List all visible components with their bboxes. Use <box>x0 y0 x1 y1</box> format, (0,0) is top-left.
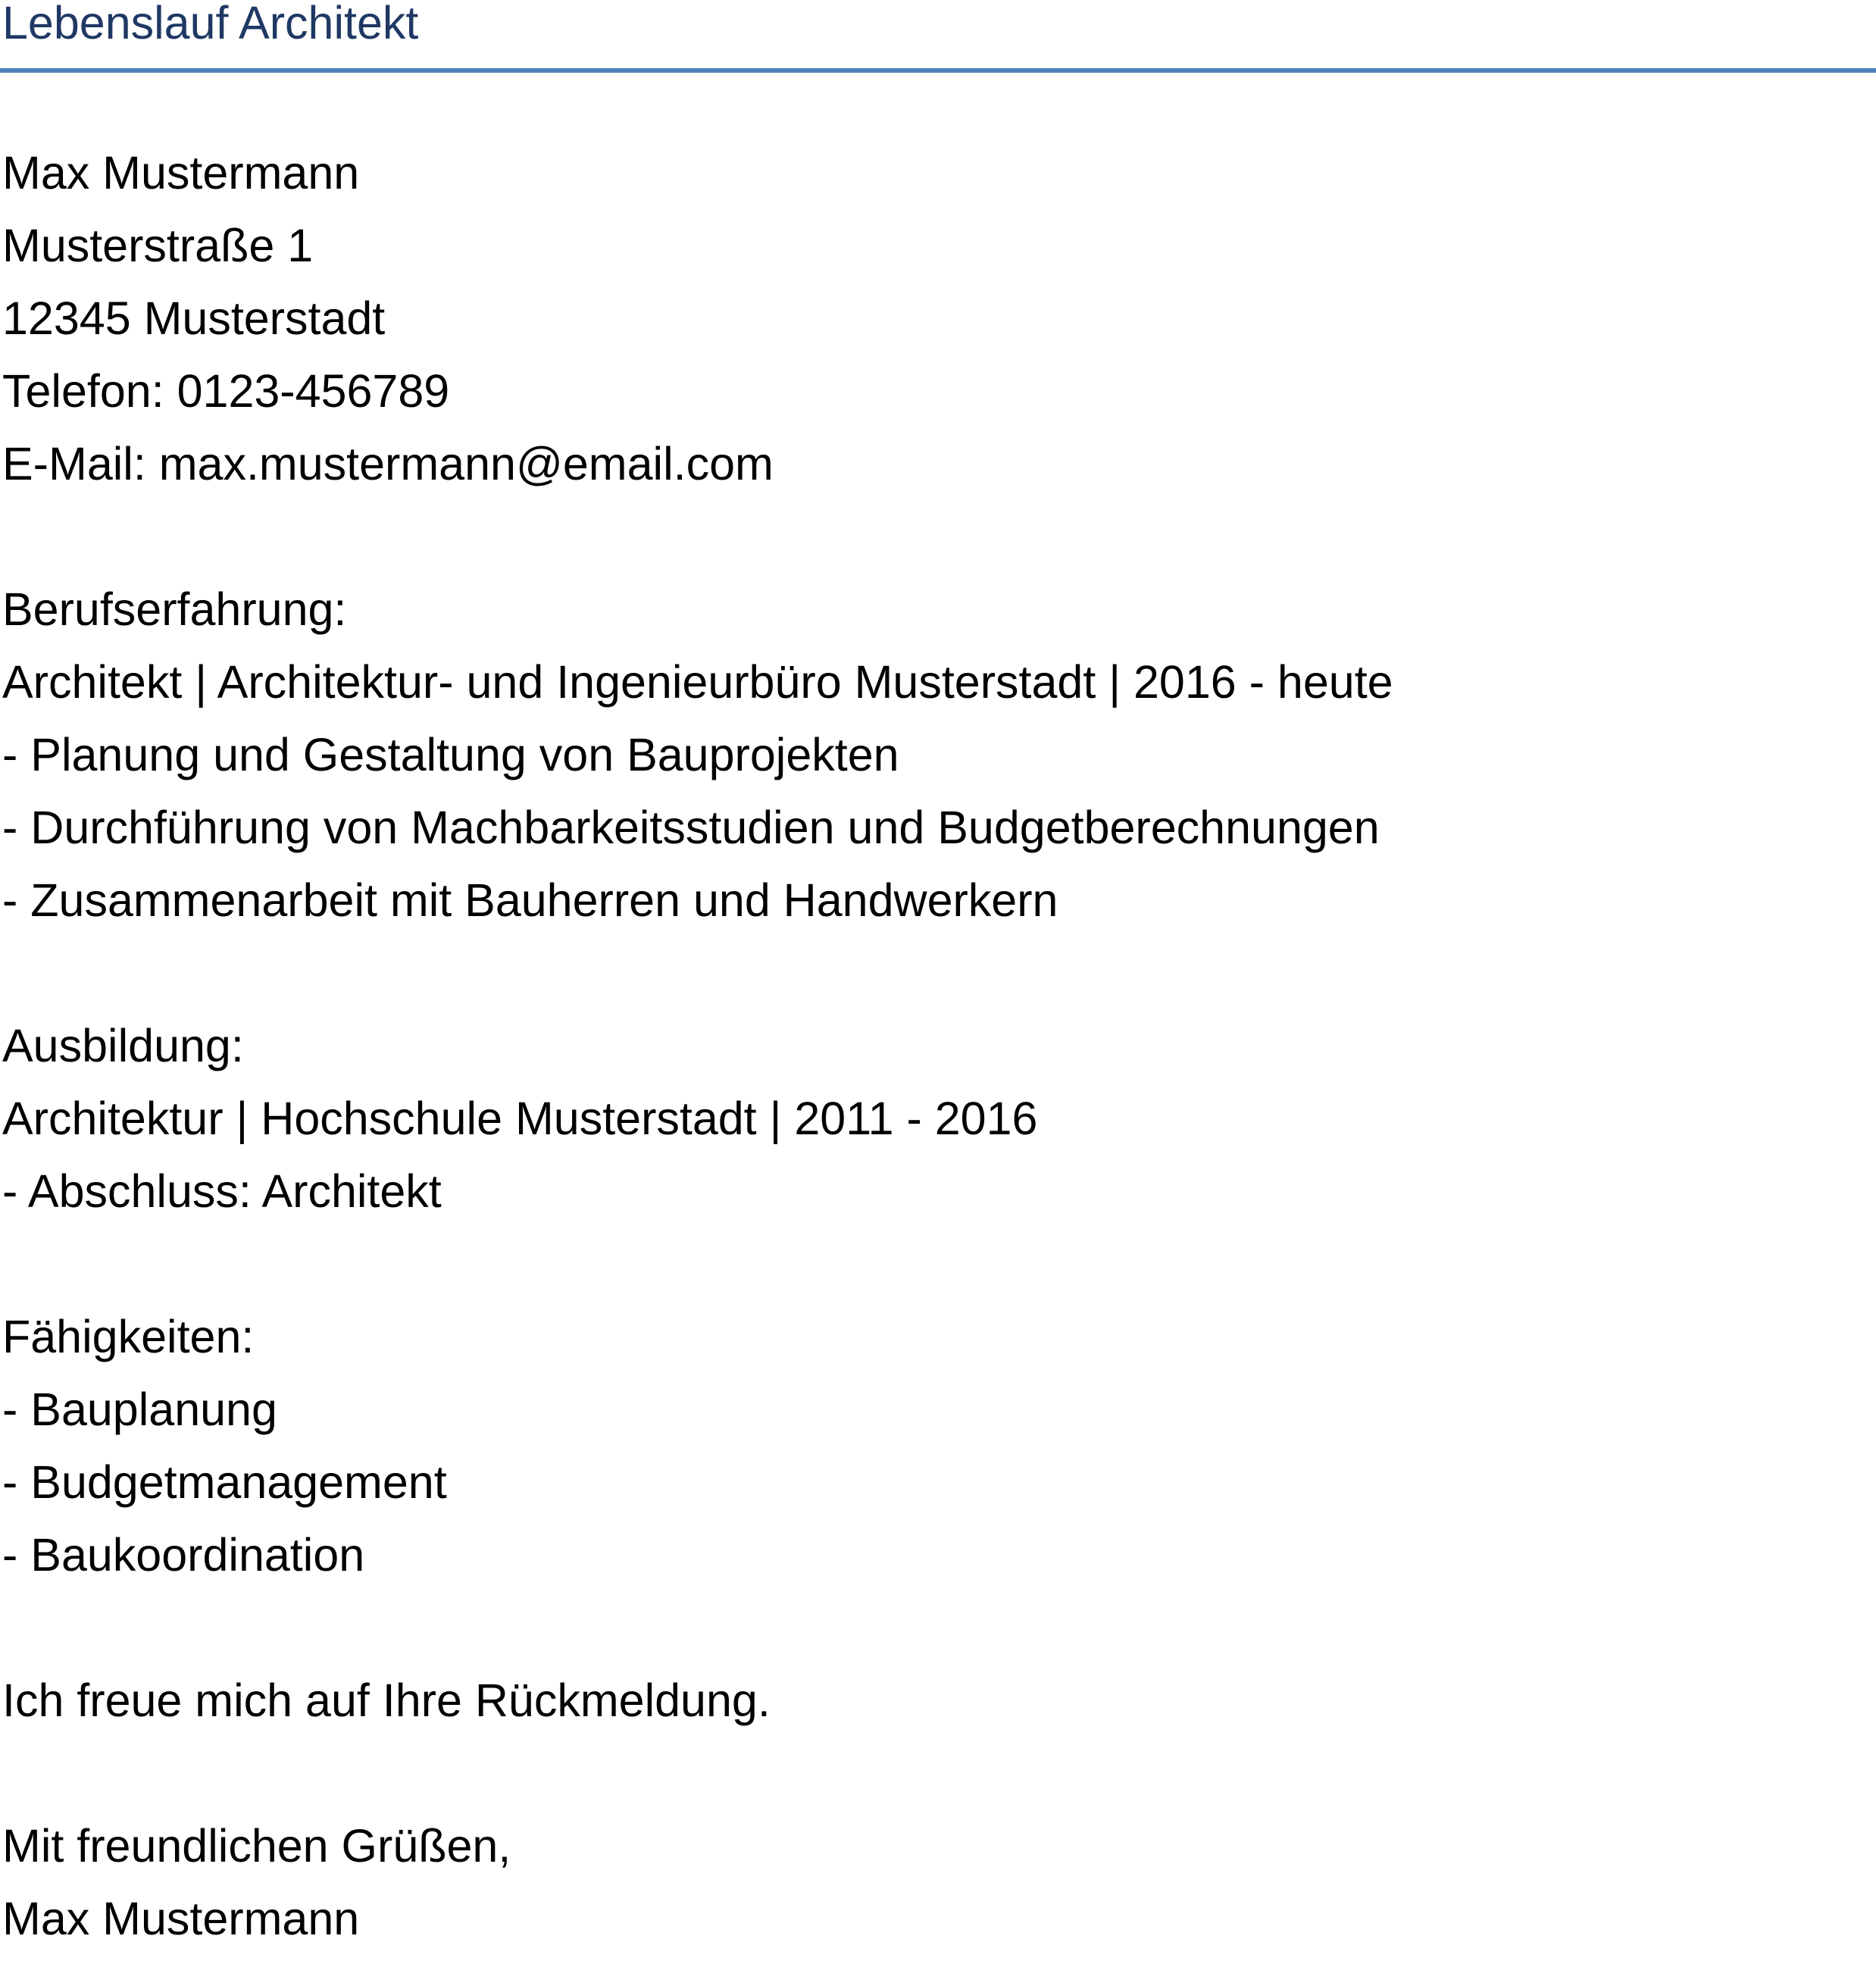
experience-entry: Architekt | Architektur- und Ingenieurbüro Musterstadt | 2016 - heute <box>2 656 1393 708</box>
list-item: - Budgetmanagement <box>2 1456 447 1508</box>
list-item: - Baukoordination <box>2 1529 365 1581</box>
education-entry: Architektur | Hochschule Musterstadt | 2011 - 2016 <box>2 1093 1038 1144</box>
signature-name: Max Mustermann <box>2 1893 360 1944</box>
document-title: Lebenslauf Architekt <box>2 0 419 48</box>
list-item: - Planung und Gestaltung von Bauprojekten <box>2 729 899 780</box>
education-section <box>2 1018 1874 1237</box>
spacer <box>2 1237 1874 1309</box>
list-item: - Abschluss: Architekt <box>2 1165 442 1217</box>
experience-heading: Berufserfahrung: <box>2 583 347 635</box>
closing-section <box>2 1673 1874 1964</box>
closing-greeting: Mit freundlichen Grüßen, <box>2 1820 511 1872</box>
document-body <box>2 145 1874 1964</box>
contact-city: 12345 Musterstadt <box>2 292 386 344</box>
list-item: - Durchführung von Machbarkeitsstudien und Budgetberechnungen <box>2 802 1380 853</box>
contact-street: Musterstraße 1 <box>2 220 314 271</box>
list-item: - Zusammenarbeit mit Bauherren und Handwerkern <box>2 874 1058 926</box>
closing-sentence: Ich freue mich auf Ihre Rückmeldung. <box>2 1675 771 1726</box>
title-underline <box>0 68 1876 73</box>
contact-email: E-Mail: max.mustermann@email.com <box>2 438 774 489</box>
contact-name: Max Mustermann <box>2 147 360 199</box>
skills-heading: Fähigkeiten: <box>2 1311 255 1362</box>
contact-phone: Telefon: 0123-456789 <box>2 365 450 417</box>
experience-section <box>2 582 1874 946</box>
contact-block <box>2 145 1874 509</box>
spacer <box>2 946 1874 1018</box>
education-heading: Ausbildung: <box>2 1020 244 1071</box>
skills-section <box>2 1309 1874 1600</box>
spacer <box>2 1746 1874 1819</box>
list-item: - Bauplanung <box>2 1384 277 1435</box>
spacer <box>2 509 1874 582</box>
spacer <box>2 1600 1874 1673</box>
